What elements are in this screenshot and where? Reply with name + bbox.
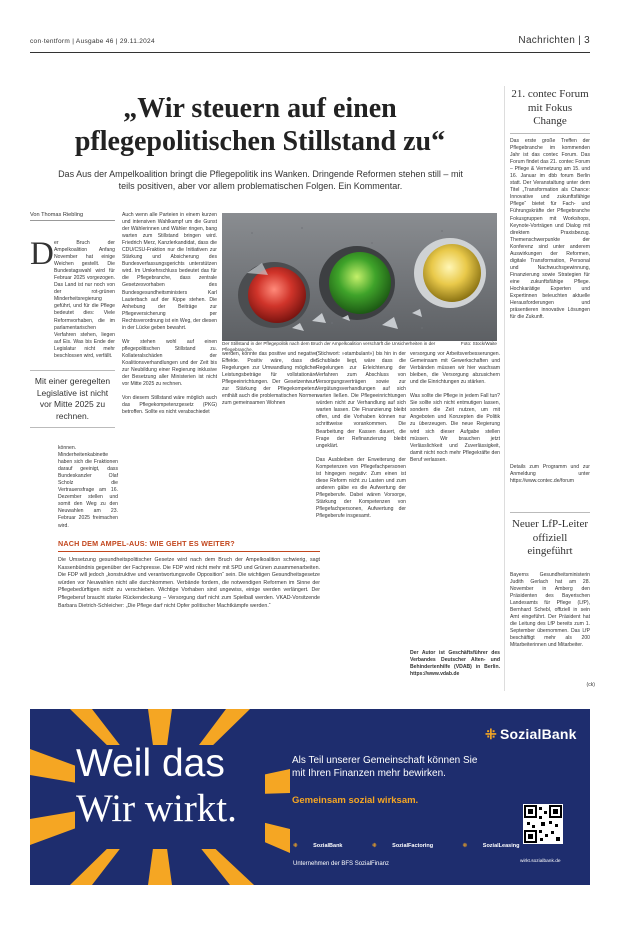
infobox-divider [58, 551, 320, 552]
drop-cap: D [30, 236, 54, 272]
column-1-intro: er Bruch der Ampelkoalition Anfang November hat einige Weichen gestellt. Die Bundestagswahl wird für Februar 2025 vorgezogen. Das Land ist nur noch von der rot-grünen Minderheitsregierung geführt, und für die Pflege bedeutet dies: Viele Reformvorhaben, die im parlamentarischen Verfahren stehen, liegen auf Eis. Was bis Ende der Legislatur nicht mehr beschlossen wird, verfällt. [54, 240, 115, 359]
ad-brand-item: ⁜ SozialBank [293, 843, 343, 849]
sidebar-box2-divider-top [510, 512, 590, 513]
sidebar-box2-signoff: (ck) [586, 682, 595, 688]
infobox-title: NACH DEM AMPEL-AUS: WIE GEHT ES WEITER? [58, 539, 235, 548]
infobox-body: Die Umsetzung gesundheitspolitischer Gesetze wird nach dem Bruch der Ampelkoalition schwierig, sagt Kassenbündnis gegenüber der Fachpresse. Die FDP wird nicht mehr mit SPD und Grünen zusammenarbeiten. Die FDP will jedoch „konstruktive und verantwortungsvolle Opposition“ sein. Die wichtigen Gesundheitsgesetze würden vor Neuwahlen nicht alle durchkommen. Verbände fordern, die notwendigen Reformen im Sinne der Pflegebedürftigen nicht zu verschieben. Wichtige Vorhaben sind ungewiss, einige werden verlängert. Der Pflegeberuf braucht starke Rückendeckung – Versorgung darf nicht zum Spielball werden. VKAD-Vorsitzende Barbara Dietrich-Schleicher: „Die Pflege darf nicht Opfer politischer Machtkämpfe werden.“ [58, 557, 320, 609]
sidebar-divider [504, 86, 505, 691]
article-photo [222, 213, 497, 341]
ad-slogan-line1: Weil das [76, 742, 225, 785]
ad-brand-list [293, 843, 547, 849]
ad-company-note: Unternehmen der BFS SozialFinanz [293, 861, 390, 867]
sozialbank-logo: ⁜ SozialBank [485, 726, 577, 742]
pull-quote: Mit einer geregelten Legislative ist nicht vor Mitte 2025 zu rechnen. [30, 370, 115, 428]
article-lead: Das Aus der Ampelkoalition bringt die Pflegepolitik ins Wanken. Dringende Reformen stehen still – mit teils positiven, aber vor allem problematischen Folgen. Ein Kommentar. [58, 169, 463, 191]
sidebar-box1-divider [510, 133, 590, 134]
sidebar-box2-title: Neuer LfP-Leiter offiziell eingeführt [511, 518, 589, 557]
author-note: Der Autor ist Geschäftsführer des Verbandes Deutscher Alten- und Behindertenhilfe (VDAB) in Berlin. https://www.vdab.de [410, 650, 500, 678]
qr-code-icon[interactable] [523, 804, 563, 844]
photo-credit: Foto: Stock/Waite [460, 341, 497, 346]
column-3: werden, könnte das positive und negative Effekte. Positiv wäre, dass die Regelungen zur Umwandlung möglicher Leistungsbeträge für vollstationäre Pflegeeinrichtungen. Der Gesetzentwurf zur Stärkung der Pflegekompetenz enthält auch die problematischen Normen zum gemeinsamen Wohnen [222, 351, 317, 407]
green-light-icon [319, 246, 395, 320]
section-label: Nachrichten | 3 [518, 35, 590, 46]
sidebar-box1-title: 21. contec Forum mit Fokus Change [511, 88, 589, 127]
ad-copy: Als Teil unserer Gemeinschaft können Sie mit Ihren Finanzen mehr bewirken. [292, 755, 478, 779]
sozialbank-advertisement[interactable] [30, 709, 590, 885]
column-5: versorgung vor Arbeitsverbesserungen. Gemeinsam mit Gewerkschaften und Verbänden müssen wir hier wachsam bleiben, die Versorgung abzusichern und die Einrichtungen zu stärken. Was sollte die Pflege in jedem Fall tun? Sie sollte sich nicht entmutigen lassen, sondern die Zeit nutzen, um mit Angeboten und Konzepten die Politik zu überzeugen. Die neue Regierung wird sich dieser Aufgabe stellen müssen. Wir brauchen jetzt Verlässlichkeit und Zuverlässigkeit, damit nicht noch mehr Pflegekräfte den Beruf verlassen. [410, 351, 500, 463]
ad-tagline: Gemeinsam sozial wirksam. [292, 795, 419, 806]
traffic-lights-illustration [222, 213, 497, 341]
sidebar-box2-body: Bayerns Gesundheitsministerin Judith Gerlach hat am 28. November in Amberg den Präsidenten des Bayerischen Landesamts für Pflege (LfP), Bernhard Schebl, offiziell in sein Amt eingeführt. Der Präsident hat die Leitung des LfP bereits zum 1. September übernommen. Das LfP beschäftigt mehr als 200 Mitarbeiterinnen und Mitarbeiter. [510, 572, 590, 649]
sidebar-box1-link[interactable]: Details zum Programm und zur Anmeldung unter https://www.contec.de/forum [510, 464, 590, 485]
ad-url[interactable]: wirkt.sozialbank.de [520, 859, 561, 864]
ad-slogan-line2: Wir wirkt. [76, 787, 237, 830]
column-2: Auch wenn alle Parteien in einem kurzen und intensiven Wahlkampf um die Gunst der Wählerinnen und Wähler ringen, bang warten zum Stillstand bringen wird. Friedrich Merz, Kanzlerkandidat, dass die CDU/CSU-Fraktion nur die Initiativen zur Stärkung und Absicherung des Bundesverfassungsgerichts unterstützen wird. Im Umkehrschluss bedeutet das für die Pflegebranche, dass zentrale Gesetzesvorhaben des Bundesgesundheitsministers Karl Lauterbach auf der Kippe stehen. Die Anhebung der Beiträge zur Pflegeversicherung per Rechtsverordnung ist ein Weg, der diesen in der Lücke geben bewahrt. Wir stehen wohl auf einen pflegepolitischen Stillstand zu. Kollateralschäden der Koalitionsverhandlungen und der Zeit bis zur Neubildung einer Regierung inklusive der Besetzung aller Ministerien ist nicht vor Mitte 2025 zu rechnen. Von diesem Stillstand wäre möglich auch das Pflegekompetenzgesetz (PKG) betroffen. Sollte es nicht verabschiedet [122, 212, 217, 416]
photo-caption-text: Der Stillstand in der Pflegepolitik nach dem Bruch der Ampelkoalition verschärft die Unsicherheiten in der Pflegebranche. [222, 341, 436, 352]
column-1-text [30, 270, 115, 346]
column-4: (Stichwort: »stambulant«) bis hin in der Schublade liegt, wäre dass die Regelungen zur Erleichterung der Verfahren zum Abschluss von Versorgungsverträgen sowie zur Vergütungsverhandlungen auf sich warten ließen. Die Pflegeeinrichtungen würden nicht zur Verhandlung auf sich warten lassen. Die Finanzierung bleibt offen, und die Vorhaben können nur schrittweise vorankommen. Die Bearbeitung der Kassen dauert, die Frage der Refinanzierung bleibt ungeklärt. Das Ausbleiben der Erweiterung der Kompetenzen von Pflegefachpersonen ist hingegen negativ: Zum einen ist diese Reform nicht zu Lasten und zum anderen gäbe es die Aufwertung der Pflegeberufe. Dabei wären Vorsorge, Stärkung der Kompetenzen von Pflegefachpersonen, Aufwertung der Pflegeberufe insgesamt. [316, 351, 406, 520]
article-author: Von Thomas Riebling [30, 212, 115, 221]
column-1-bottom: können. Minderheitenkabinette haben sich die Fraktionen darauf geeinigt, dass Bundeskanzler Olaf Scholz die Vertrauensfrage am 16. Dezember stellen und somit den Weg zu den Neuwahlen am 23. Februar 2025 freimachen wird. [58, 445, 118, 529]
issue-info: con·tentform | Ausgabe 46 | 29.11.2024 [30, 38, 155, 45]
sidebar-box1-body: Das erste große Treffen der Pflegebranche im kommenden Jahr ist das contec Forum. Das Forum findet das 21. contec Forum – Pflege & Vernetzung am 15. und 16. Januar im dbb forum Berlin statt. Der Veranstaltung unter dem Titel „Transformation als Chance: Innovative und zukunftsfähige Pflege“ bietet für Fach- und Führungskräfte der Pflegebranche Fokusgruppen mit Workshops, Keynote-Vorträgen und Dialog mit direktem Praxisbezug. Themenschwerpunkte der Konferenz sind unter anderem Auswirkungen der Reformen, digitale Transformation, Personal und Nachwuchsgewinnung, Finanzierung sowie Strategien für eine zukunftsfähige Pflege. Hochkarätige Experten und Expertinnen beleuchten aktuelle Herausforderungen und präsentieren innovative Lösungen für die Zukunft. [510, 138, 590, 321]
ad-brand-item: ⁜ SozialLeasing [462, 843, 520, 849]
red-light-icon [238, 262, 310, 328]
header-divider [30, 52, 590, 53]
ad-brand-name: SozialBank [499, 726, 577, 742]
article-headline: „Wir steuern auf einen pflegepolitischen Stillstand zu“ [74, 93, 446, 157]
ad-brand-item: ⁜ SozialFactoring [372, 843, 434, 849]
yellow-light-icon [414, 238, 486, 308]
